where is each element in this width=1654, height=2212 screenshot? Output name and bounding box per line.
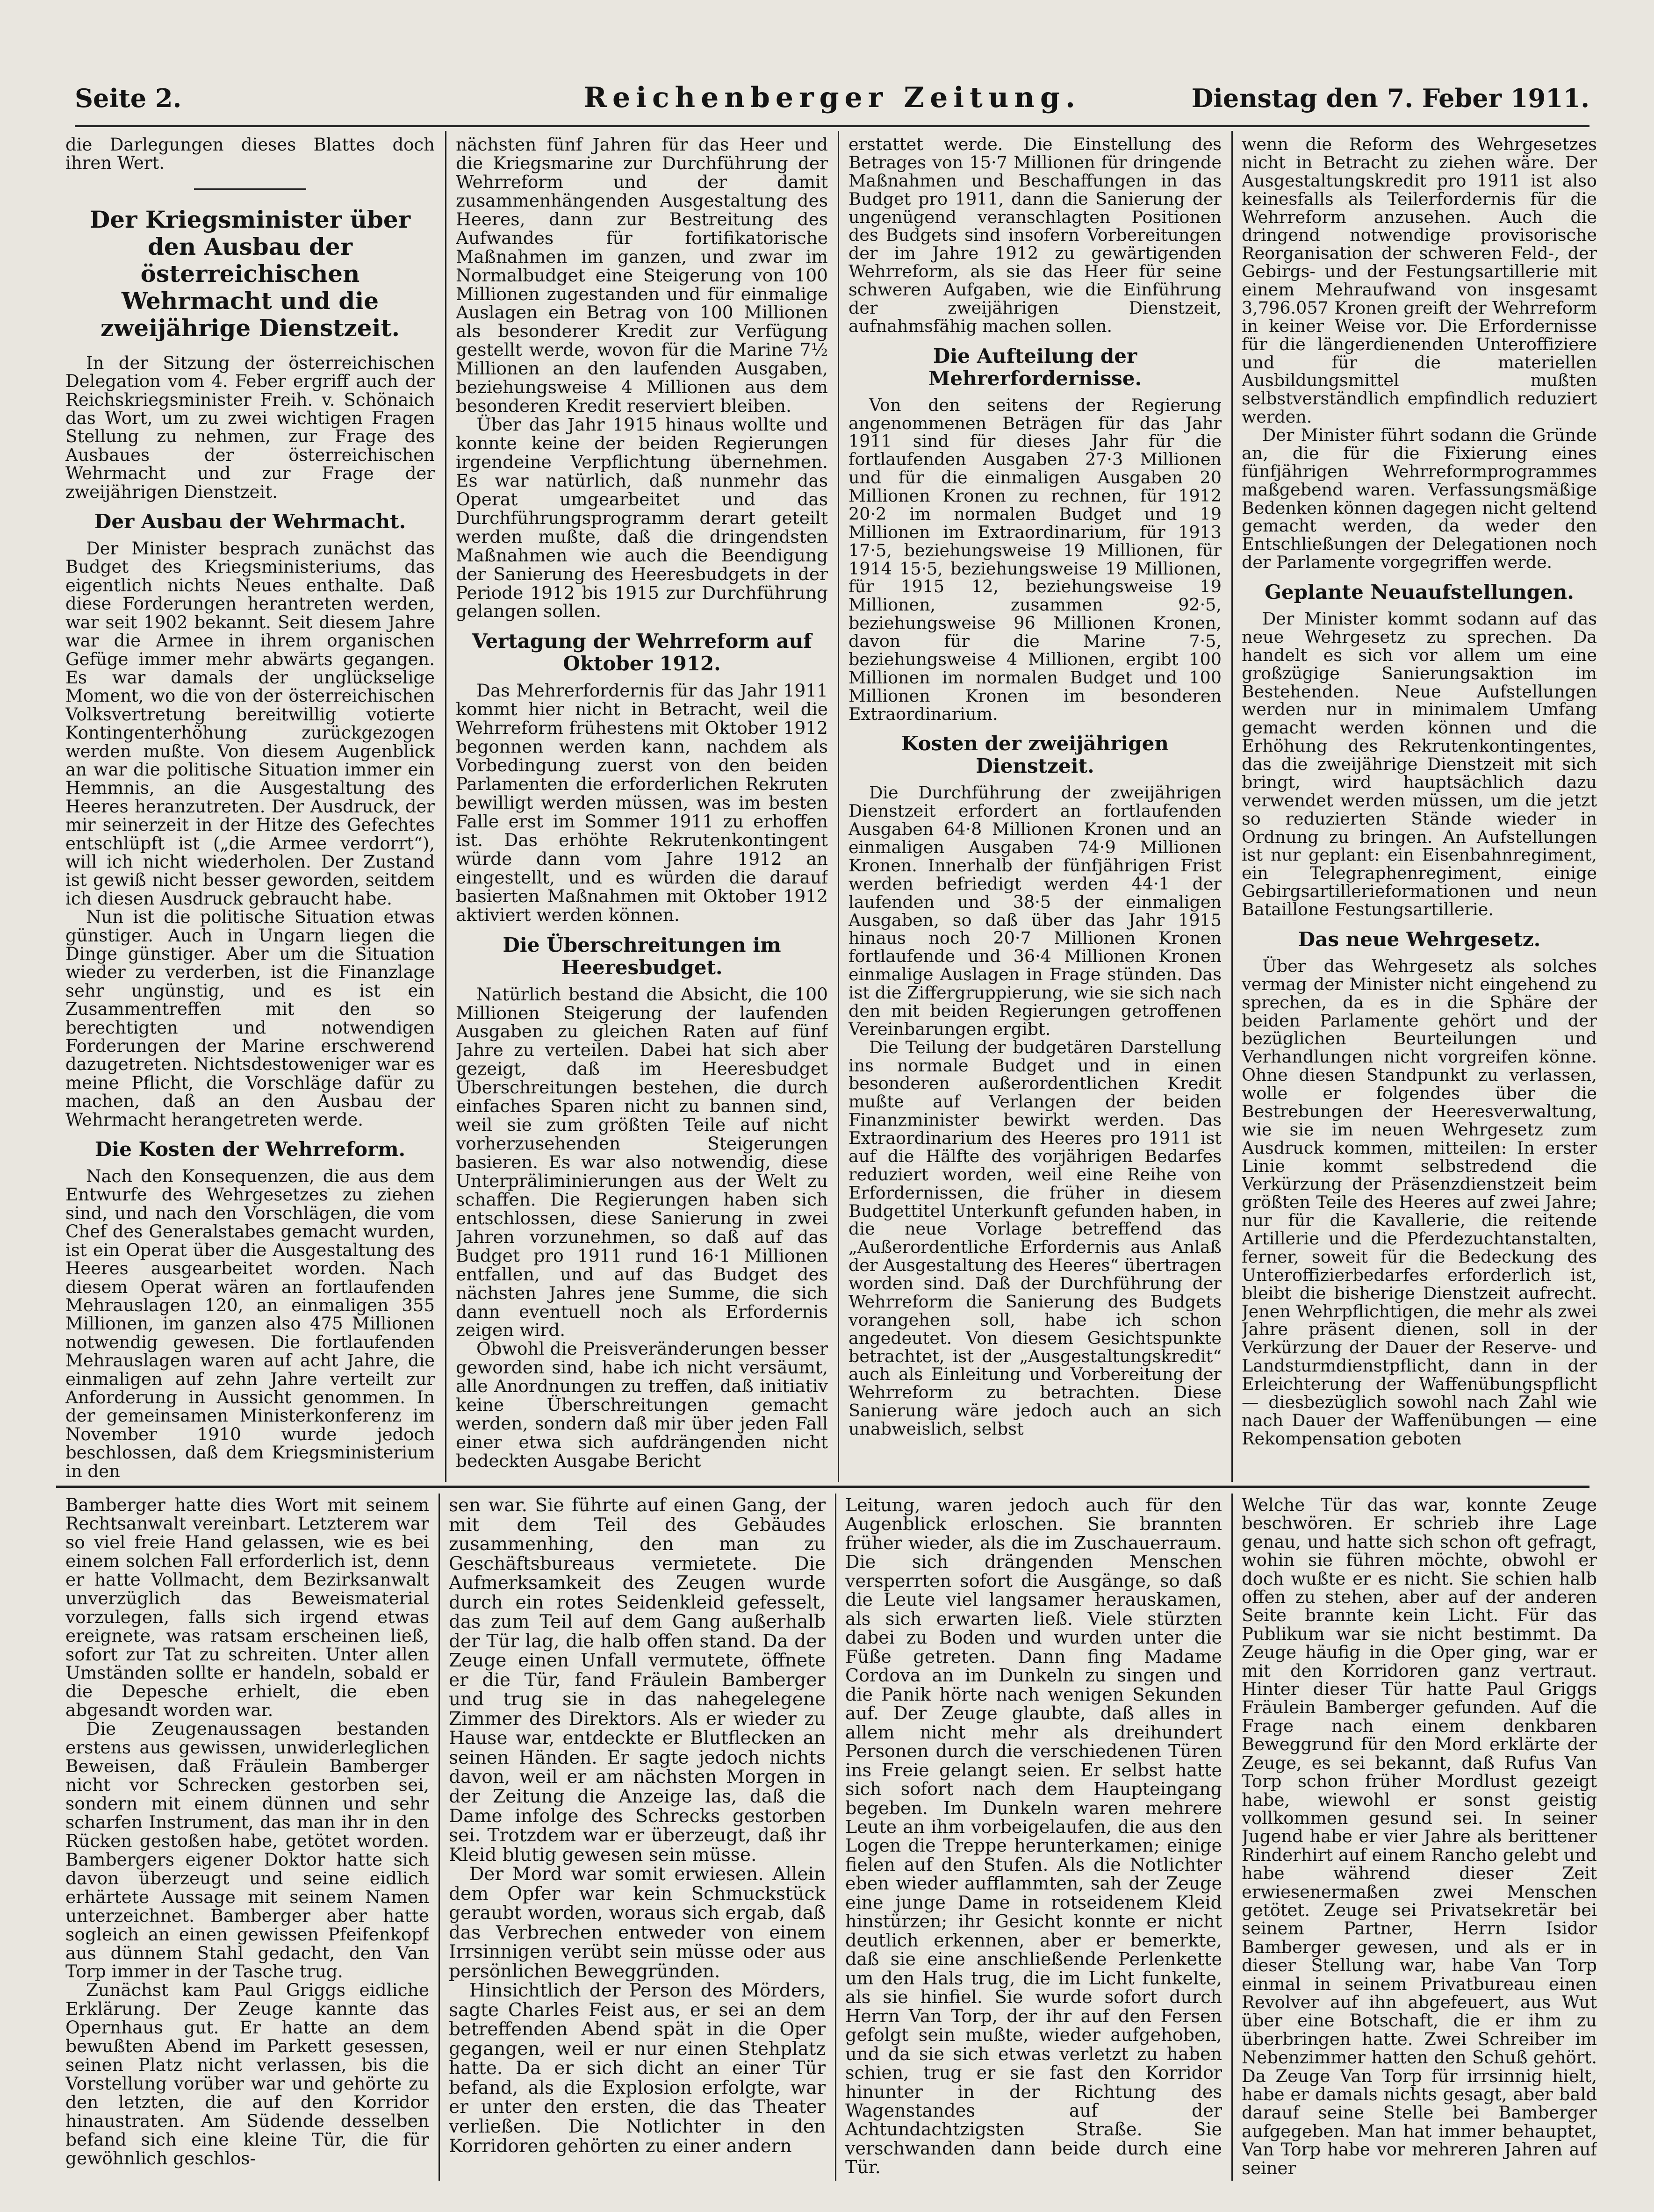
section-separator [56, 1486, 1589, 1488]
paragraph: Hinsichtlich der Person des Mörders, sagte Charles Feist aus, er sei an dem betreffenden Abend spät in die Oper gegangen, weil er nur einen Stehplatz hatte. Da er sich dicht an einer Tür befand, als die Explosion erfolgte, war er unter den ersten, die das Theater verließen. Die Notlichter in den Korridoren gehörten zu einer andern [449, 1980, 826, 2157]
masthead [75, 79, 1589, 127]
paragraph: Nun ist die politische Situation etwas günstiger. Auch in Ungarn liegen die Dinge günstiger. Aber um die Situation wieder zu verderben, ist die Finanzlage sehr ungünstig, und es ist ein Zusammentreffen mit den so berechtigten und notwendigen Forderungen der Marine erschwerend dazugetreten. Nichtsdestoweniger war es meine Pflicht, die Vorschläge dafür zu machen, daß an den Ausbau der Wehrmacht herangetreten werde. [65, 907, 435, 1130]
paragraph: Über das Jahr 1915 hinaus wollte und konnte keine der beiden Regierungen irgendeine Verpflichtung übernehmen. Es war natürlich, daß nunmehr das Operat umgearbeitet und das Durchführungsprogramm derart geteilt werden mußte, daß die dringendsten Maßnahmen wie auch die Beendigung der Sanierung des Heeresbudgets in der Periode 1912 bis 1915 zur Durchführung gelangen sollen. [456, 414, 828, 622]
article-headline: Der Kriegsminister über den Ausbau der österreichischen Wehrmacht und die zweijährige Dienstzeit. [89, 205, 411, 342]
column-rule [439, 1494, 440, 2181]
paragraph: Der Minister kommt sodann auf das neue Wehrgesetz zu sprechen. Da handelt es sich vor allem um eine großzügige Sanierungsaktion im Bestehenden. Neue Aufstellungen werden nur in minimalem Umfang gemacht werden können und die Erhöhung des Rekrutenkontingentes, das die zweijährige Dienstzeit mit sich bringt, wird hauptsächlich dazu verwendet werden müssen, um die jetzt so reduzierten Stände wieder in Ordnung zu bringen. An Aufstellungen ist nur geplant: ein Eisenbahnregiment, ein Telegraphenregiment, einige Gebirgsartillerieformationen und neun Bataillone Festungsartillerie. [1242, 609, 1597, 919]
paragraph: Nach den Konsequenzen, die aus dem Entwurfe des Wehrgesetzes zu ziehen sind, und nach den Vorschlägen, die vom Chef des Generalstabes gemacht wurden, ist ein Operat über die Ausgestaltung des Heeres ausgearbeitet worden. Nach diesem Operat wären an fortlaufenden Mehrauslagen 120, an einmaligen 355 Millionen, im ganzen also 475 Millionen notwendig gewesen. Die fortlaufenden Mehrauslagen waren auf acht Jahre, die einmaligen auf zehn Jahre verteilt zur Anforderung in Aussicht genommen. In der gemeinsamen Ministerkonferenz im November 1910 wurde jedoch beschlossen, daß dem Kriegsministerium in den [65, 1166, 435, 1481]
subheading: Kosten der zweijährigen Dienstzeit. [901, 732, 1169, 778]
paragraph: Leitung, waren jedoch auch für den Augenblick erloschen. Sie brannten früher wieder, als die im Zuschauerraum. Die sich drängenden Menschen versperrten sofort die Ausgänge, so daß die Leute viel langsamer herauskamen, als sich erwarten ließ. Viele stürzten dabei zu Boden und wurden unter die Füße getreten. Dann fing Madame Cordova an im Dunkeln zu singen und die Panik hörte nach wenigen Sekunden auf. Der Zeuge glaubte, daß alles in allem nicht mehr als dreihundert Personen durch die verschiedenen Türen ins Freie gelangt seien. Er selbst hatte sich sofort nach dem Haupteingang begeben. Im Dunkeln waren mehrere Leute an ihm vorbeigelaufen, die aus den Logen die Treppe herunterkamen; einige fielen auf den Stufen. Als die Notlichter eben wieder aufflammten, sah der Zeuge eine junge Dame in rotseidenem Kleid hinstürzen; ihr Gesicht konnte er nicht deutlich erkennen, aber er bemerkte, daß sie eine anschließende Perlenkette um den Hals trug, die im Licht funkelte, als sie hinfiel. Sie wurde sofort durch Herrn Van Torp, der ihr auf den Fersen gefolgt sein mußte, wieder aufgehoben, und da sie sich etwas verletzt zu haben schien, trug er sie fast den Korridor hinunter in der Richtung des Wagenstandes auf der Achtundachtzigsten Straße. Sie verschwanden dann beide durch eine Tür. [845, 1496, 1222, 2178]
article-column-1 [65, 136, 435, 1482]
paragraph: Zunächst kam Paul Griggs eidliche Erklärung. Der Zeuge kannte das Opernhaus gut. Er hatte an dem bewußten Abend im Parkett gesessen, seinen Platz nicht verlassen, bis die Vorstellung vorüber war und gehörte zu den letzten, die auf den Korridor hinaustraten. Am Südende desselben befand sich eine kleine Tür, die für gewöhnlich geschlos- [65, 1980, 429, 2169]
paragraph: Bamberger hatte dies Wort mit seinem Rechtsanwalt vereinbart. Letzterem war so viel freie Hand gelassen, wie es bei einem solchen Fall erforderlich ist, denn er hatte Vollmacht, dem Bezirksanwalt unverzüglich das Beweismaterial vorzulegen, falls sich irgend etwas ereignete, was ratsam erscheinen ließ, sofort zur Tat zu schreiten. Unter allen Umständen sollte er handeln, sobald er die Depesche erhielt, die eben abgesandt worden war. [65, 1496, 429, 1721]
column-rule [835, 1494, 836, 2181]
subheading: Vertagung der Wehrreform auf Oktober 1912. [472, 630, 812, 675]
paragraph: Der Minister besprach zunächst das Budget des Kriegsministeriums, das eigentlich nichts Neues enthalte. Daß diese Forderungen herantreten werden, war seit 1902 bekannt. Seit diesem Jahre war die Armee in ihrem organischen Gefüge immer mehr abwärts gegangen. Es war damals der unglückselige Moment, wo die von der österreichischen Volksvertretung bereitwillig votierte Kontingenterhöhung zurückgezogen werden mußte. Von diesem Augenblick an war die politische Situation immer ein Hemmnis, an die Ausgestaltung des Heeres heranzutreten. Der Ausdruck, der mir seinerzeit in der Hitze des Gefechtes entschlüpft ist („die Armee verdorrt“), will ich nicht wiederholen. Der Zustand ist gewiß nicht besser geworden, seitdem ich diesen Ausdruck gebraucht habe. [65, 539, 435, 909]
paragraph: Die Teilung der budgetären Darstellung ins normale Budget und in einen besonderen außerordentlichen Kredit mußte auf Verlangen der beiden Finanzminister bewirkt werden. Das Extraordinarium des Heeres pro 1911 ist auf die Hälfte des vorjährigen Bedarfes reduziert worden, weil eine Reihe von Erfordernissen, die früher in diesem Budgettitel Unterkunft gefunden haben, in die neue Vorlage betreffend das „Außerordentliche Erfordernis aus Anlaß der Ausgestaltung des Heeres“ übertragen worden sind. Daß der Durchführung der Wehrreform die Sanierung des Budgets vorangehen soll, habe ich schon angedeutet. Von diesem Gesichtspunkte betrachtet, ist der „Ausgestaltungskredit“ auch als Einleitung und Vorbereitung der Wehrreform zu betrachten. Diese Sanierung wäre jedoch auch an sich unabweislich, selbst [849, 1037, 1222, 1439]
paragraph: Die Durchführung der zweijährigen Dienstzeit erfordert an fortlaufenden Ausgaben 64·8 Millionen Kronen und an einmaligen Ausgaben 74·9 Millionen Kronen. Innerhalb der fünfjährigen Frist werden befriedigt werden 44·1 der laufenden und 38·5 der einmaligen Ausgaben, so daß über das Jahr 1915 hinaus noch 20·7 Millionen Kronen fortlaufende und 36·4 Millionen Kronen einmalige Auslagen in Frage stünden. Das ist die Ziffergruppierung, wie sie sich nach den mit beiden Regierungen getroffenen Vereinbarungen ergibt. [849, 783, 1222, 1039]
paragraph: Welche Tür das war, konnte Zeuge beschwören. Er schrieb ihre Lage genau, und hatte sich schon oft gefragt, wohin sie führen möchte, obwohl er doch wußte er es nicht. Sie schien halb offen zu stehen, aber auf der anderen Seite brannte kein Licht. Für das Publikum war sie nicht bestimmt. Da Zeuge häufig in die Oper ging, war er mit den Korridoren ganz vertraut. Hinter dieser Tür hatte Paul Griggs Fräulein Bamberger gefunden. Auf die Frage nach einem denkbaren Beweggrund für den Mord erklärte der Zeuge, es sei bekannt, daß Rufus Van Torp schon früher Mordlust gezeigt habe, wiewohl er sonst geistig vollkommen gesund sei. In seiner Jugend habe er vier Jahre als berittener Rinderhirt auf einem Rancho gelebt und habe während dieser Zeit erwiesenermaßen zwei Menschen getötet. Zeuge sei Privatsekretär bei seinem Partner, Herrn Isidor Bamberger gewesen, und als er in dieser Stellung war, habe Van Torp einmal in seinem Privatbureau einen Revolver auf ihn abgefeuert, aus Wut über eine Botschaft, die er ihm zu überbringen hatte. Zwei Schreiber im Nebenzimmer hatten den Schuß gehört. Da Zeuge Van Torp für irrsinnig hielt, habe er damals nichts gesagt, aber bald darauf seine Stelle bei Bamberger aufgegeben. Man hat immer behauptet, Van Torp habe vor mehreren Jahren auf seiner [1242, 1496, 1597, 2178]
paragraph: In der Sitzung der österreichischen Delegation vom 4. Feber ergriff auch der Reichskriegsminister Freih. v. Schönaich das Wort, um zu zwei wichtigen Fragen Stellung zu nehmen, zur Frage des Ausbaues der österreichischen Wehrmacht und zur Frage der zweijährigen Dienstzeit. [65, 352, 435, 502]
paragraph: sen war. Sie führte auf einen Gang, der mit dem Teil des Gebäudes zusammenhing, den man zu Geschäftsbureaus vermietete. Die Aufmerksamkeit des Zeugen wurde durch ein rotes Seidenkleid gefesselt, das zum Teil auf dem Gang außerhalb der Tür lag, die halb offen stand. Da der Zeuge einen Unfall vermutete, öffnete er die Tür, fand Fräulein Bamberger und trug sie in das nahegelegene Zimmer des Direktors. Als er wieder zu Hause war, entdeckte er Blutflecken an seinen Händen. Er sagte jedoch nichts davon, weil er am nächsten Morgen in der Zeitung die Anzeige las, daß die Dame infolge des Schrecks gestorben sei. Trotzdem war er überzeugt, daß ihr Kleid blutig gewesen sein müsse. [449, 1496, 826, 1866]
subheading: Die Überschreitungen im Heeresbudget. [503, 933, 781, 979]
column-rule [1231, 1494, 1233, 2181]
feuilleton-column-4 [1242, 1496, 1597, 2178]
column-rule [838, 131, 839, 1482]
subheading: Das neue Wehrgesetz. [1298, 927, 1541, 951]
paragraph: wenn die Reform des Wehrgesetzes nicht in Betracht zu ziehen wäre. Der Ausgestaltungskredit pro 1911 ist also keinesfalls als Teilerfordernis für die Wehrreform anzusehen. Auch die dringend notwendige provisorische Reorganisation der schweren Feld-, der Gebirgs- und der Festungsartillerie mit einem Mehraufwand von insgesamt 3,796.057 Kronen greift der Wehrreform in keiner Weise vor. Die Erfordernisse für die längerdienenden Unteroffiziere und für die materiellen Ausbildungsmittel mußten selbstverständlich empfindlich reduziert werden. [1242, 136, 1597, 427]
column-rule [1231, 131, 1233, 1482]
paragraph: Von den seitens der Regierung angenommenen Beträgen für das Jahr 1911 sind für dieses Jahr für die fortlaufenden Ausgaben 27·3 Millionen und für die einmaligen Ausgaben 20 Millionen Kronen zu rechnen, für 1912 20·2 im normalen Budget und 19 Millionen im Extraordinarium, für 1913 17·5, beziehungsweise 19 Millionen, für 1914 15·5, beziehungsweise 19 Millionen, für 1915 12, beziehungsweise 19 Millionen, zusammen 92·5, beziehungsweise 96 Millionen Kronen, davon für die Marine 7·5, beziehungsweise 4 Millionen, ergibt 100 Millionen im normalen Budget und 100 Millionen Kronen im besonderen Extraordinarium. [849, 395, 1222, 724]
column-rule [445, 131, 446, 1482]
page-number: Seite 2. [75, 83, 182, 113]
subheading: Der Ausbau der Wehrmacht. [94, 510, 406, 533]
paragraph: Über das Wehrgesetz als solches vermag der Minister nicht eingehend zu sprechen, da es in die Sphäre der beiden Parlamente gehört und der bezüglichen Beurteilungen und Verhandlungen nicht vorgreifen könne. Ohne diesen Standpunkt zu verlassen, wolle er folgendes über die Bestrebungen der Heeresverwaltung, wie sie im neuen Wehrgesetz zum Ausdruck kommen, mitteilen: In erster Linie kommt selbstredend die Verkürzung der Präsenzdienstzeit beim größten Teile des Heeres auf zwei Jahre; nur für die Kavallerie, die reitende Artillerie und die Pferdezuchtanstalten, ferner, soweit für die Bedeckung des Unteroffizierbedarfes erforderlich ist, bleibt die bisherige Dienstzeit aufrecht. Jenen Wehrpflichtigen, die mehr als zwei Jahre präsent dienen, soll in der Verkürzung der Dauer der Reserve- und Landsturmdienstpflicht, dann in der Erleichterung der Waffenübungspflicht — diesbezüglich sowohl nach Zahl wie nach Dauer der Waffenübungen — eine Rekompensation geboten [1242, 955, 1597, 1449]
subheading: Geplante Neuaufstellungen. [1265, 581, 1574, 603]
feuilleton-column-3 [845, 1496, 1222, 2178]
subheading: Die Aufteilung der Mehrerfordernisse. [928, 344, 1142, 390]
article-column-3 [849, 136, 1222, 1482]
intro-text: die Darlegungen dieses Blattes doch ihren Wert. [65, 136, 435, 173]
paragraph: Obwohl die Preisveränderungen besser geworden sind, habe ich nicht versäumt, alle Anordnungen zu treffen, daß initiativ keine Überschreitungen gemacht werden, sondern daß mir über jeden Fall einer etwa sich aufdrängenden nicht bedeckten Ausgabe Bericht [456, 1338, 828, 1471]
feuilleton-column-2 [449, 1496, 826, 2178]
paragraph: Der Mord war somit erwiesen. Allein dem Opfer war kein Schmuckstück geraubt worden, woraus sich ergab, daß das Verbrechen entweder von einem Irrsinnigen verübt sein müsse oder aus persönlichen Beweggründen. [449, 1864, 826, 1982]
paragraph: Der Minister führt sodann die Gründe an, die für die Fixierung eines fünfjährigen Wehrreformprogrammes maßgebend waren. Verfassungsmäßige Bedenken können dagegen nicht geltend gemacht werden, da weder den Entschließungen der Delegationen noch der Parlamente vorgegriffen werde. [1242, 425, 1597, 573]
paragraph: Das Mehrerfordernis für das Jahr 1911 kommt hier nicht in Betracht, weil die Wehrreform frühestens mit Oktober 1912 begonnen werden kann, nachdem als Vorbedingung zuerst von den beiden Parlamenten die erforderlichen Rekruten bewilligt werden müssen, was im besten Falle erst im Sommer 1911 zu erhoffen ist. Das erhöhte Rekrutenkontingent würde dann vom Jahre 1912 an eingestellt, und es würden die darauf basierten Maßnahmen mit Oktober 1912 aktiviert werden können. [456, 680, 828, 925]
subheading: Die Kosten der Wehrreform. [94, 1138, 406, 1161]
feuilleton-column-1 [65, 1496, 429, 2178]
issue-date: Dienstag den 7. Feber 1911. [1191, 83, 1589, 113]
paragraph: Natürlich bestand die Absicht, die 100 Millionen Steigerung der laufenden Ausgaben zu gleichen Raten auf fünf Jahre zu verteilen. Dabei hat sich aber gezeigt, daß im Heeresbudget Überschreitungen bestehen, die durch einfaches Sparen nicht zu bannen sind, weil sie zum größten Teile auf nicht vorherzusehenden Steigerungen basieren. Es war also notwendig, diese Unterpräliminierungen aus der Welt zu schaffen. Die Regierungen haben sich entschlossen, diese Sanierung in zwei Jahren vorzunehmen, so daß auf das Budget pro 1911 rund 16·1 Millionen entfallen, und auf das Budget des nächsten Jahres jene Summe, die sich dann eventuell noch als Erfordernis zeigen wird. [456, 984, 828, 1341]
article-column-4 [1242, 136, 1597, 1482]
divider [194, 188, 306, 190]
paragraph: Die Zeugenaussagen bestanden erstens aus gewissen, unwiderleglichen Beweisen, daß Fräulein Bamberger nicht vor Schrecken gestorben sei, sondern mit einem dünnen und sehr scharfen Instrument, das man ihr in den Rücken gestoßen habe, getötet worden. Bambergers eigener Doktor hatte sich davon überzeugt und seine eidlich erhärtete Aussage mit seinem Namen unterzeichnet. Bamberger aber hatte sogleich an einen gewissen Pfeifenkopf aus dünnem Stahl gedacht, den Van Torp immer in der Tasche trug. [65, 1718, 429, 1982]
article-column-2 [456, 136, 828, 1482]
paragraph: nächsten fünf Jahren für das Heer und die Kriegsmarine zur Durchführung der Wehrreform und der damit zusammenhängenden Ausgestaltung des Heeres, dann zur Bestreitung des Aufwandes für fortifikatorische Maßnahmen im ganzen, und zwar im Normalbudget eine Steigerung von 100 Millionen zugestanden und für einmalige Auslagen ein Betrag von 100 Millionen als besonderer Kredit zur Verfügung gestellt werde, wovon für die Marine 7½ Millionen an den laufenden Ausgaben, beziehungsweise 4 Millionen aus dem besonderen Kredit reserviert bleiben. [456, 136, 828, 417]
paragraph: erstattet werde. Die Einstellung des Betrages von 15·7 Millionen für dringende Maßnahmen und Beschaffungen in das Budget pro 1911, dann die Sanierung der ungenügend veranschlagten Positionen des Budgets sind insofern Vorbereitungen der im Jahre 1912 zu gewärtigenden Wehrreform, als sie das Heer für seine schweren Aufgaben, wie die Einführung der zweijährigen Dienstzeit, aufnahmsfähig machen sollen. [849, 136, 1222, 336]
newspaper-title: Reichenberger Zeitung. [583, 81, 1081, 114]
